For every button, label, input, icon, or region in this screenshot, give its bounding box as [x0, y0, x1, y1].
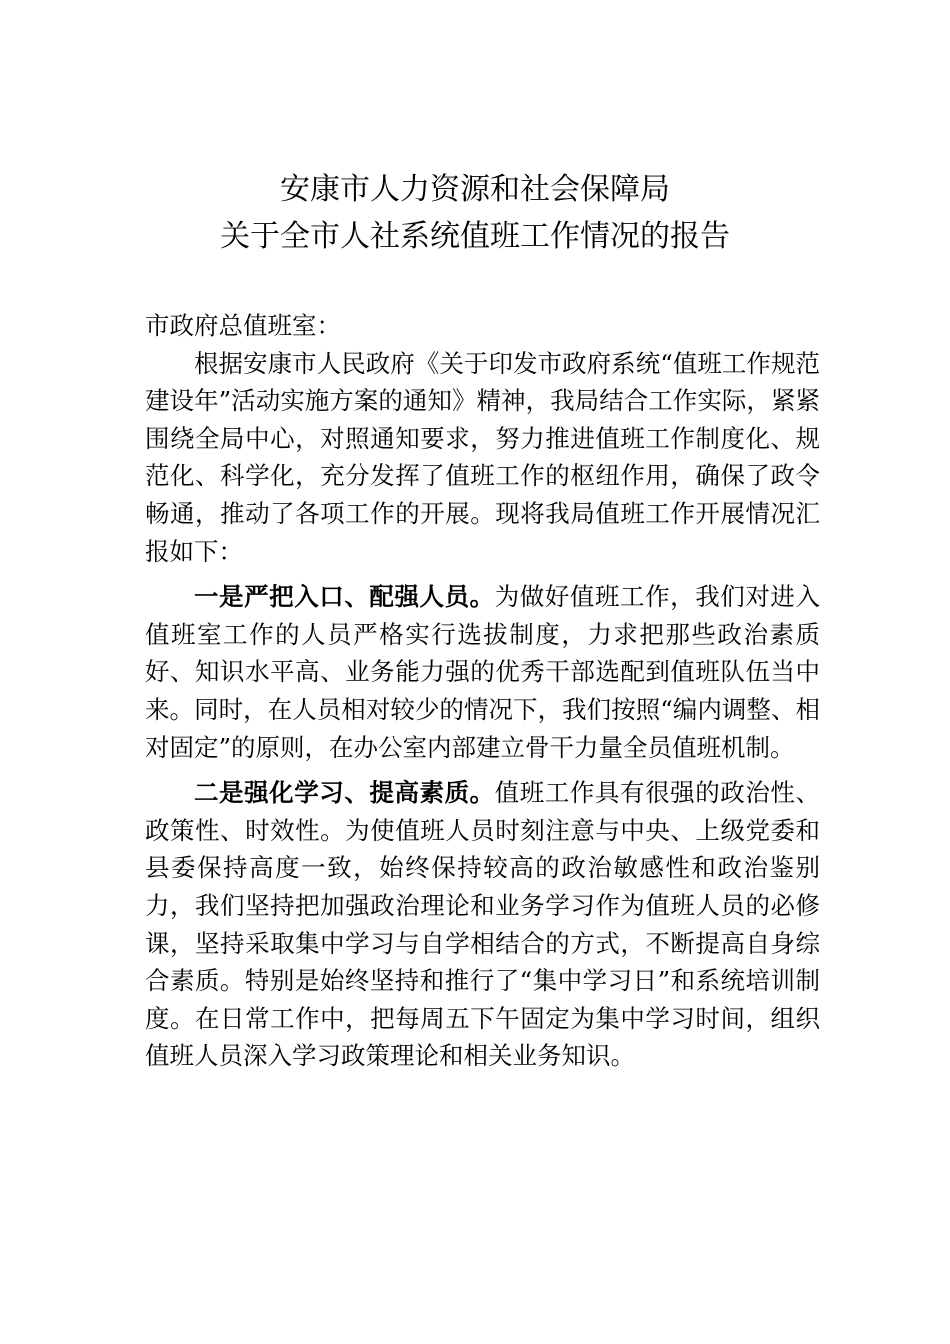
- document-body: [145, 307, 820, 1075]
- section-2-text: 值班工作具有很强的政治性、政策性、时效性。为使值班人员时刻注意与中央、上级党委和县委保持高度一致，始终保持较高的政治敏感性和政治鉴别力，我们坚持把加强政治理论和业务学习作为值班人员的必修课，坚持采取集中学习与自学相结合的方式，不断提高自身综合素质。特别是始终坚持和推行了“集中学习日”和系统培训制度。在日常工作中，把每周五下午固定为集中学习时间，组织值班人员深入学习政策理论和相关业务知识。: [145, 778, 820, 1071]
- section-2-paragraph: [145, 774, 820, 1075]
- salutation: 市政府总值班室：: [145, 311, 341, 340]
- section-1-heading: 一是严把入口、配强人员。: [194, 582, 495, 612]
- section-1-paragraph: [145, 578, 820, 766]
- title-line-1: 安康市人力资源和社会保障局: [280, 172, 670, 207]
- title-line-2: 关于全市人社系统值班工作情况的报告: [220, 219, 730, 254]
- document-title: [0, 166, 950, 260]
- section-2-heading: 二是强化学习、提高素质。: [194, 778, 495, 808]
- intro-paragraph: 根据安康市人民政府《关于印发市政府系统“值班工作规范建设年”活动实施方案的通知》精神，我局结合工作实际，紧紧围绕全局中心，对照通知要求，努力推进值班工作制度化、规范化、科学化，充分发挥了值班工作的枢纽作用，确保了政令畅通，推动了各项工作的开展。现将我局值班工作开展情况汇报如下：: [145, 348, 820, 566]
- section-1-text: 为做好值班工作，我们对进入值班室工作的人员严格实行选拔制度，力求把那些政治素质好、知识水平高、业务能力强的优秀干部选配到值班队伍当中来。同时，在人员相对较少的情况下，我们按照“编内调整、相对固定”的原则，在办公室内部建立骨干力量全员值班机制。: [145, 582, 820, 762]
